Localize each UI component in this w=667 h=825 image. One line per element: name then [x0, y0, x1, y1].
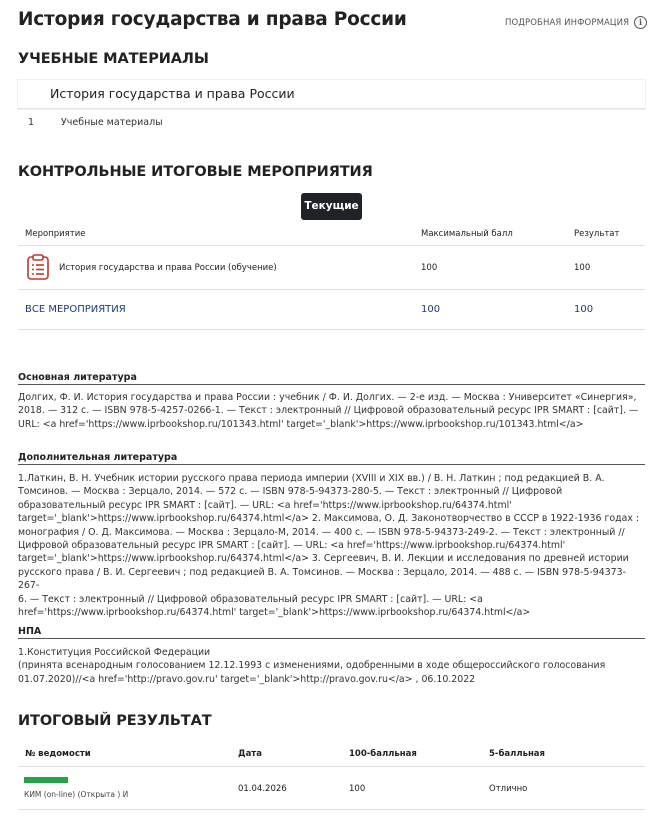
npa-text: 1.Конституция Российской Федерации (принята всенародным голосованием 12.12.1993 с изменениями, одобренными в ходе общероссийского голосования 01.07.2020)//<a href='http://pravo.gov.ru' target='_blank'>http://pravo.gov.ru</a> , 06.10.2022: [18, 647, 606, 685]
all-events-link[interactable]: ВСЕ МЕРОПРИЯТИЯ: [25, 304, 126, 315]
event-name[interactable]: История государства и права России (обучение): [59, 263, 277, 273]
main-literature-text: Долгих, Ф. И. История государства и права России : учебник / Ф. И. Долгих. — 2-е изд. — Москва : Университет «Синергия», 2018. — 312 с. — ISBN 978-5-4257-0266-1. — Текст : электронный // Цифровой образовательный ресурс IPR SMART : [сайт]. — URL: <a href='https://www.iprbookshop.ru/101343.html' target='_blank'>https://www.iprbookshop.ru/101343.html</a>: [18, 392, 639, 430]
col-result: Результат: [574, 229, 620, 239]
all-events-result: 100: [574, 304, 594, 315]
col-score5: 5-балльная: [489, 749, 546, 759]
materials-item-number: 1: [28, 117, 35, 128]
table-row[interactable]: [18, 767, 645, 810]
events-heading: КОНТРОЛЬНЫЕ ИТОГОВЫЕ МЕРОПРИЯТИЯ: [18, 164, 373, 180]
npa-heading: НПА: [18, 626, 645, 639]
final-result-header: [18, 742, 645, 767]
main-literature-heading: Основная литература: [18, 372, 645, 385]
materials-item-link[interactable]: Учебные материалы: [61, 117, 163, 128]
col-max-score: Максимальный балл: [421, 229, 513, 239]
result-date: 01.04.2026: [238, 784, 287, 794]
info-icon[interactable]: i: [634, 16, 647, 29]
details-link[interactable]: [505, 16, 647, 29]
event-max-score: 100: [421, 263, 438, 273]
result-sheet-name[interactable]: КИМ (on-line) (Открыта ) И: [24, 790, 129, 799]
col-date: Дата: [238, 749, 262, 759]
result-score100: 100: [349, 784, 366, 794]
table-row[interactable]: [18, 246, 645, 290]
clipboard-icon: [26, 254, 50, 280]
details-link-label: ПОДРОБНАЯ ИНФОРМАЦИЯ: [505, 17, 630, 28]
additional-literature-text: 1.Латкин, В. Н. Учебник истории русского права периода империи (XVIII и XIX вв.) / В. Н. Латкин ; под редакцией В. А. Томсинов. — Москва : Зерцало, 2014. — 572 с. — ISBN 978-5-94373-280-5. — Текст : электронный // Цифровой образовательный ресурс IPR SMART : [сайт]. — URL: <a href='https://www.iprbookshop.ru/64374.html' target='_blank'>https://www.iprbookshop.ru/64374.html</a> 2. Максимова, О. Д. Законотворчество в СССР в 1922-1936 годах : монография / О. Д. Максимова. — Москва : Зерцало-М, 2014. — 400 с. — ISBN 978-5-94373-249-2. — Текст : электронный // Цифровой образовательный ресурс IPR SMART : [сайт]. — URL: <a href='https://www.iprbookshop.ru/64374.html' target='_blank'>https://www.iprbookshop.ru/64374.html</a> 3. Сергеевич, В. И. Лекции и исследования по древней истории русского права / В. И. Сергеевич ; под редакцией В. А. Томсинов. — Москва : Зерцало, 2014. — 488 с. — ISBN 978-5-94373-267- 6. — Текст : электронный // Цифровой образовательный ресурс IPR SMART : [сайт]. — URL: <a href='https://www.iprbookshop.ru/64374.html' target='_blank'>https://www.iprbookshop.ru/64374.html</a>: [18, 473, 640, 619]
materials-course-header: [18, 80, 645, 109]
page-title: История государства и права России: [18, 9, 407, 30]
result-progress-bar: [24, 777, 68, 783]
tab-current[interactable]: Текущие: [301, 193, 362, 220]
result-score5: Отлично: [489, 784, 528, 794]
col-sheet: № ведомости: [25, 749, 91, 759]
final-result-heading: ИТОГОВЫЙ РЕЗУЛЬТАТ: [18, 713, 212, 729]
materials-heading: УЧЕБНЫЕ МАТЕРИАЛЫ: [18, 51, 209, 67]
event-result: 100: [574, 263, 591, 273]
materials-card: [18, 80, 645, 136]
col-score100: 100-балльная: [349, 749, 417, 759]
materials-course-title: История государства и права России: [50, 86, 295, 101]
all-events-max-score: 100: [421, 304, 441, 315]
list-item[interactable]: [18, 109, 645, 136]
result-progress-fill: [24, 777, 68, 783]
all-events-row[interactable]: [18, 290, 645, 330]
events-table-header: [18, 222, 645, 246]
additional-literature-heading: Дополнительная литература: [18, 452, 645, 465]
col-event: Мероприятие: [25, 229, 86, 239]
